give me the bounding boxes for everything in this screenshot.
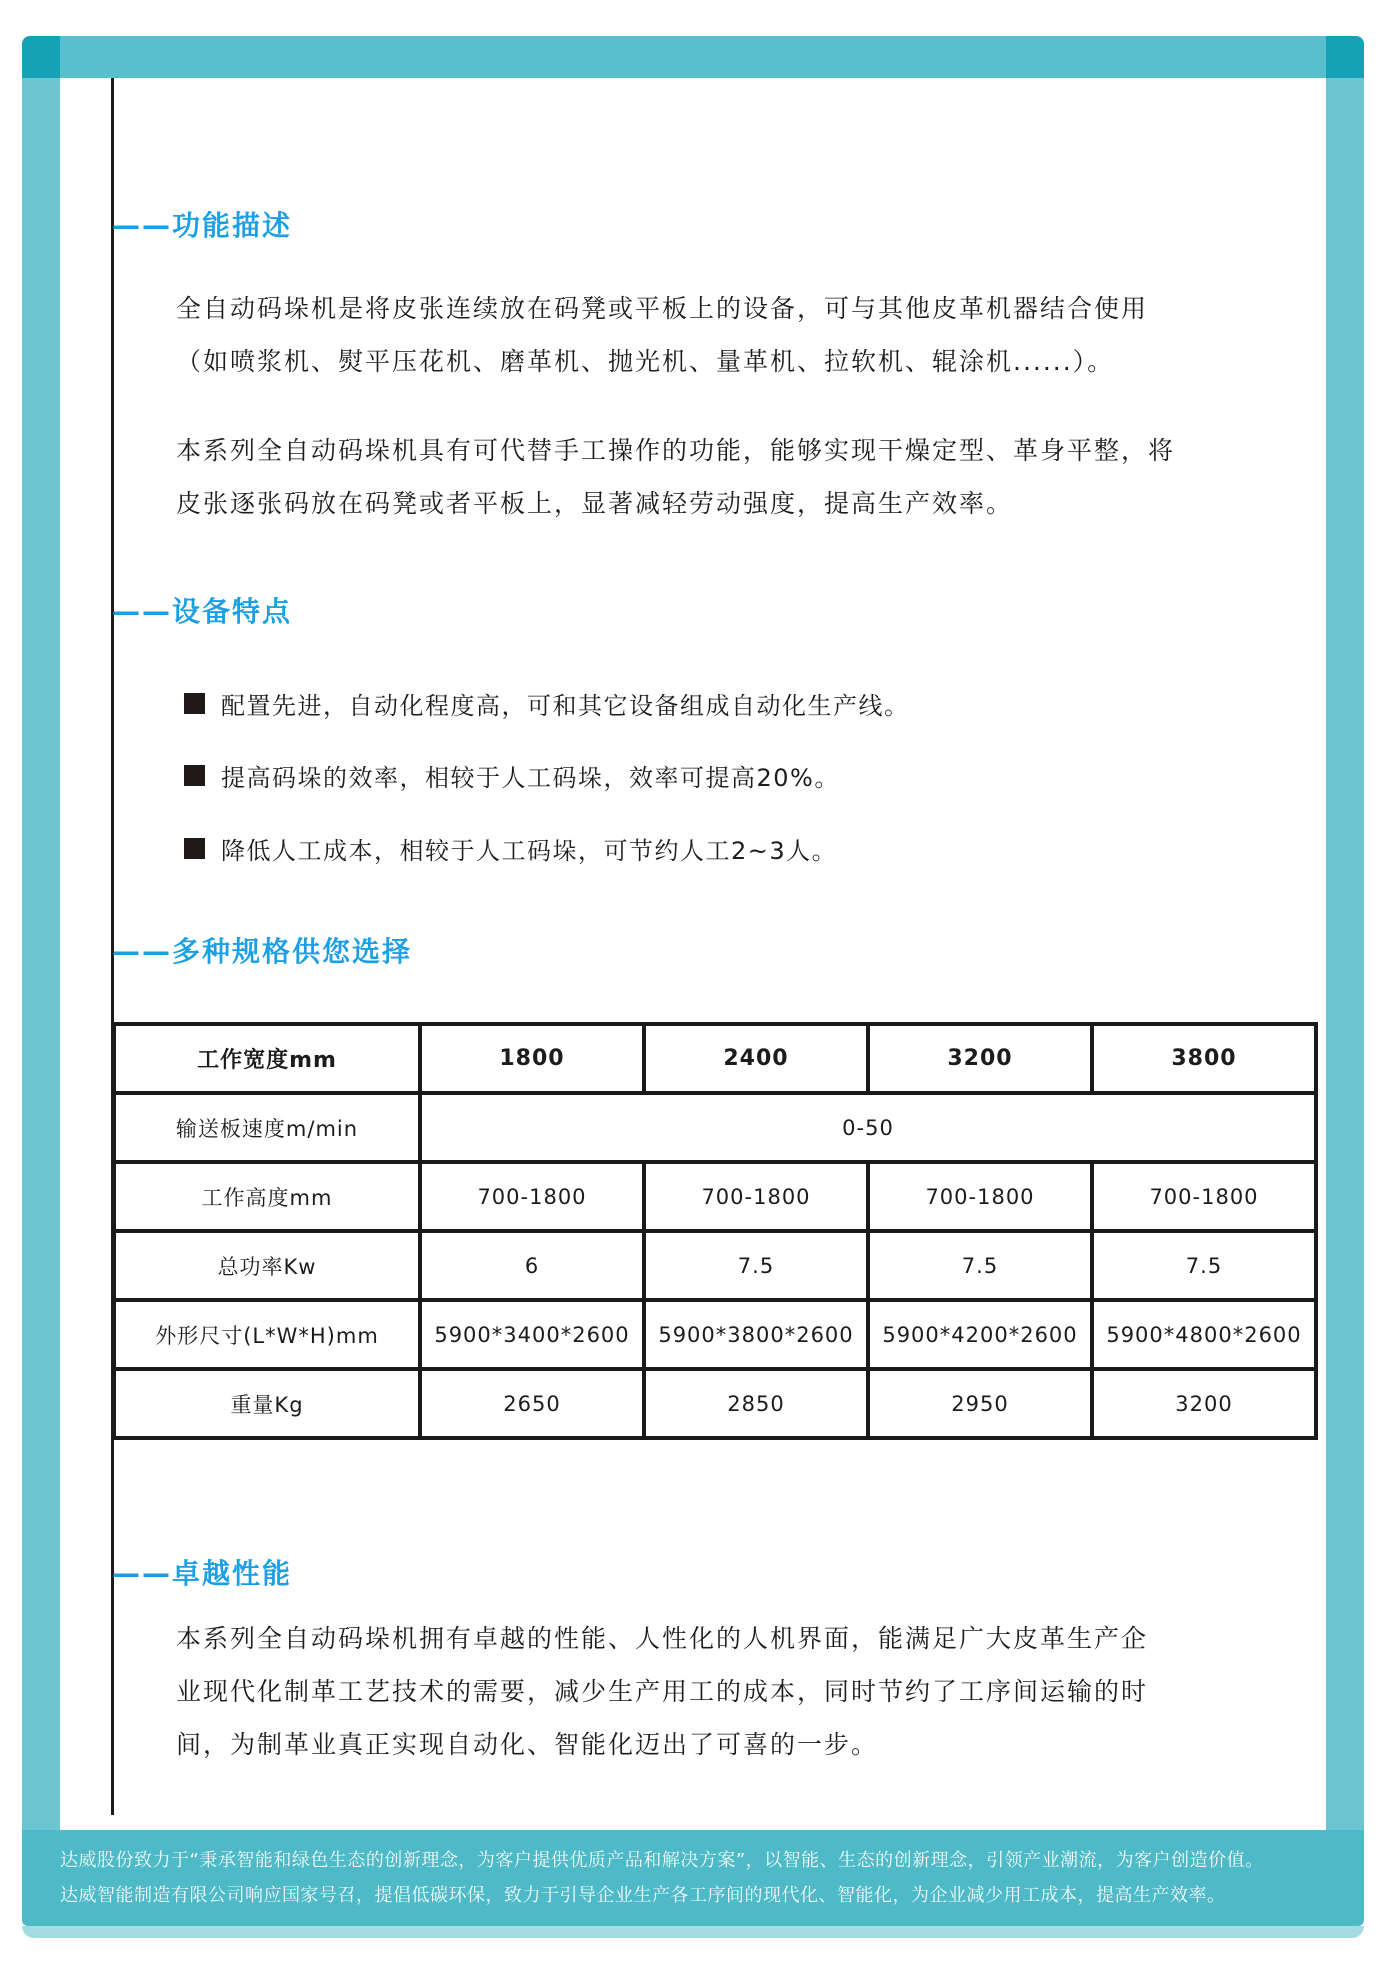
row-label: 工作宽度mm [114, 1024, 420, 1093]
table-cell: 2400 [644, 1024, 868, 1093]
table-row [114, 1162, 1316, 1231]
row-label: 重量Kg [114, 1369, 420, 1438]
section-heading-specs: ——多种规格供您选择 [112, 935, 413, 968]
table-cell: 700-1800 [868, 1162, 1092, 1231]
row-label: 外形尺寸(L*W*H)mm [114, 1300, 420, 1369]
row-label: 总功率Kw [114, 1231, 420, 1300]
row-label: 输送板速度m/min [114, 1093, 420, 1162]
paragraph-line: （如喷浆机、熨平压花机、磨革机、抛光机、量革机、拉软机、辊涂机......）。 [176, 347, 1115, 376]
paragraph-line: 间，为制革业真正实现自动化、智能化迈出了可喜的一步。 [176, 1730, 879, 1759]
feature-bullet-1 [184, 686, 910, 721]
frame-top-bar-left-cap [22, 36, 60, 78]
paragraph-line: 业现代化制革工艺技术的需要，减少生产用工的成本，同时节约了工序间运输的时 [176, 1677, 1149, 1706]
table-cell: 5900*4800*2600 [1092, 1300, 1316, 1369]
table-cell: 1800 [420, 1024, 644, 1093]
section-heading-function: ——功能描述 [112, 209, 293, 242]
feature-bullet-3 [184, 831, 837, 866]
frame-top-bar-right-cap [1326, 36, 1364, 78]
footer-band-bottom-edge [22, 1926, 1364, 1938]
bullet-text: 提高码垛的效率，相较于人工码垛，效率可提高20%。 [221, 764, 840, 792]
table-row [114, 1369, 1316, 1438]
paragraph-line: 本系列全自动码垛机拥有卓越的性能、人性化的人机界面，能满足广大皮革生产企 [176, 1624, 1149, 1653]
table-cell: 3800 [1092, 1024, 1316, 1093]
table-row [114, 1093, 1316, 1162]
bullet-square-icon [184, 765, 205, 786]
paragraph-line: 全自动码垛机是将皮张连续放在码凳或平板上的设备，可与其他皮革机器结合使用 [176, 294, 1149, 323]
table-cell: 2850 [644, 1369, 868, 1438]
bullet-square-icon [184, 693, 205, 714]
table-cell: 5900*4200*2600 [868, 1300, 1092, 1369]
table-row [114, 1300, 1316, 1369]
table-row [114, 1024, 1316, 1093]
footer-line: 达威股份致力于“秉承智能和绿色生态的创新理念，为客户提供优质产品和解决方案”，以智能、生态的创新理念，引领产业潮流，为客户创造价值。 [60, 1850, 1264, 1871]
row-label: 工作高度mm [114, 1162, 420, 1231]
table-cell: 2650 [420, 1369, 644, 1438]
function-paragraph-1 [176, 282, 1148, 388]
feature-bullet-2 [184, 758, 840, 793]
frame-right-strip [1326, 78, 1364, 1830]
footer-line: 达威智能制造有限公司响应国家号召，提倡低碳环保，致力于引导企业生产各工序间的现代化、智能化，为企业减少用工成本，提高生产效率。 [60, 1885, 1226, 1906]
table-cell: 3200 [868, 1024, 1092, 1093]
section-heading-performance: ——卓越性能 [112, 1557, 293, 1590]
bullet-square-icon [184, 838, 205, 859]
table-cell: 7.5 [1092, 1231, 1316, 1300]
paragraph-line: 本系列全自动码垛机具有可代替手工操作的功能，能够实现干燥定型、革身平整，将 [176, 436, 1176, 465]
table-cell: 700-1800 [644, 1162, 868, 1231]
bullet-text: 降低人工成本，相较于人工码垛，可节约人工2~3人。 [221, 837, 838, 865]
section-heading-features: ——设备特点 [112, 595, 293, 628]
table-cell: 7.5 [868, 1231, 1092, 1300]
table-cell: 5900*3400*2600 [420, 1300, 644, 1369]
performance-paragraph [176, 1612, 1148, 1771]
table-cell: 5900*3800*2600 [644, 1300, 868, 1369]
table-cell: 700-1800 [420, 1162, 644, 1231]
table-cell-merged: 0-50 [420, 1093, 1316, 1162]
bullet-text: 配置先进，自动化程度高，可和其它设备组成自动化生产线。 [221, 692, 910, 720]
frame-top-bar [22, 36, 1364, 78]
table-row [114, 1231, 1316, 1300]
paragraph-line: 皮张逐张码放在码凳或者平板上，显著减轻劳动强度，提高生产效率。 [176, 489, 1014, 518]
spec-table [112, 1022, 1318, 1440]
function-paragraph-2 [176, 424, 1175, 530]
table-cell: 2950 [868, 1369, 1092, 1438]
table-cell: 3200 [1092, 1369, 1316, 1438]
frame-left-strip [22, 78, 60, 1830]
table-cell: 700-1800 [1092, 1162, 1316, 1231]
table-cell: 6 [420, 1231, 644, 1300]
table-cell: 7.5 [644, 1231, 868, 1300]
footer-text [60, 1843, 1350, 1913]
